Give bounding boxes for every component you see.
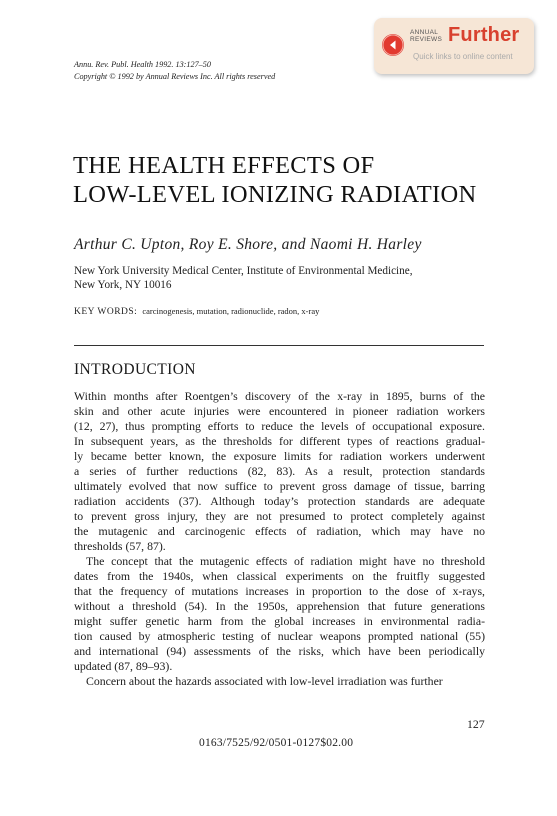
page-number: 127 <box>467 717 485 731</box>
body-line: Concern about the hazards associated with low-level irradiation was further <box>86 674 443 688</box>
body-line: skin and other acute injuries were encountered in pioneer radiation workers <box>74 404 485 418</box>
keywords-list: carcinogenesis, mutation, radionuclide, radon, x-ray <box>142 306 320 316</box>
affiliation-line-2: New York, NY 10016 <box>74 279 172 291</box>
article-title <box>73 151 476 209</box>
speaker-play-icon <box>382 34 404 56</box>
journal-citation-block <box>74 59 275 82</box>
body-line: thresholds (57, 87). <box>74 539 166 553</box>
affiliation-line-1: New York University Medical Center, Institute of Environmental Medicine, <box>74 265 413 277</box>
journal-citation: Annu. Rev. Publ. Health 1992. 13:127–50 <box>74 60 211 69</box>
body-line: The concept that the mutagenic effects of radiation might have no threshold <box>86 554 485 568</box>
affiliation <box>74 264 413 292</box>
copyright-notice: Copyright © 1992 by Annual Reviews Inc. All rights reserved <box>74 71 276 81</box>
body-line: dates from the 1940s, when classical experiments on the fruitfly suggested <box>74 569 485 583</box>
body-line: that the frequency of mutations increases in proportion to the dose of x-rays, <box>74 584 485 598</box>
keywords <box>74 306 319 317</box>
body-line: a series of further reductions (82, 83). As a result, protection standards <box>74 464 485 478</box>
badge-subtitle: Quick links to online content <box>413 52 513 61</box>
further-wordmark: Further <box>448 24 520 46</box>
body-line: ly became better known, the exposure limits for radiation workers underwent <box>74 449 485 463</box>
body-text <box>74 389 485 689</box>
title-line-1: THE HEALTH EFFECTS OF <box>73 152 375 179</box>
body-line: updated (87, 89–93). <box>74 659 173 673</box>
body-line: radiation accidents (37). Although today’s protection standards are adequate <box>74 494 485 508</box>
body-line: ultimately evolved that now suffice to prevent gross damage of tissue, barring <box>74 479 485 493</box>
body-line: and international (94) assessments of the risks, which have been periodically <box>74 644 485 658</box>
body-line: In subsequent years, as the thresholds for different types of reactions gradual- <box>74 434 485 448</box>
body-line: Within months after Roentgen’s discovery of the x-ray in 1895, burns of the <box>74 389 485 403</box>
section-heading: INTRODUCTION <box>74 361 196 378</box>
body-line: the mutagenic and carcinogenic effects of radiation, which may have no <box>74 524 485 538</box>
section-divider <box>74 345 484 346</box>
article-code: 0163/7525/92/0501-0127$02.00 <box>199 737 354 749</box>
body-line: (12, 27), thus prompting efforts to reduce the levels of occupational exposure. <box>74 419 485 433</box>
body-line: might suffer genetic harm from the global increases in environmental radia- <box>74 614 485 628</box>
annual-reviews-wordmark: ANNUAL REVIEWS <box>410 29 443 43</box>
body-line: tion caused by atmospheric testing of nuclear weapons prompted national (55) <box>74 629 485 643</box>
further-badge[interactable] <box>374 18 534 74</box>
title-line-2: LOW-LEVEL IONIZING RADIATION <box>73 181 477 208</box>
body-line: without a threshold (54). In the 1950s, apprehension that future generations <box>74 599 485 613</box>
keywords-label: KEY WORDS: <box>74 307 138 317</box>
body-line: to prevent gross injury, they are not presumed to protect completely against <box>74 509 485 523</box>
authors: Arthur C. Upton, Roy E. Shore, and Naomi H. Harley <box>74 236 422 253</box>
